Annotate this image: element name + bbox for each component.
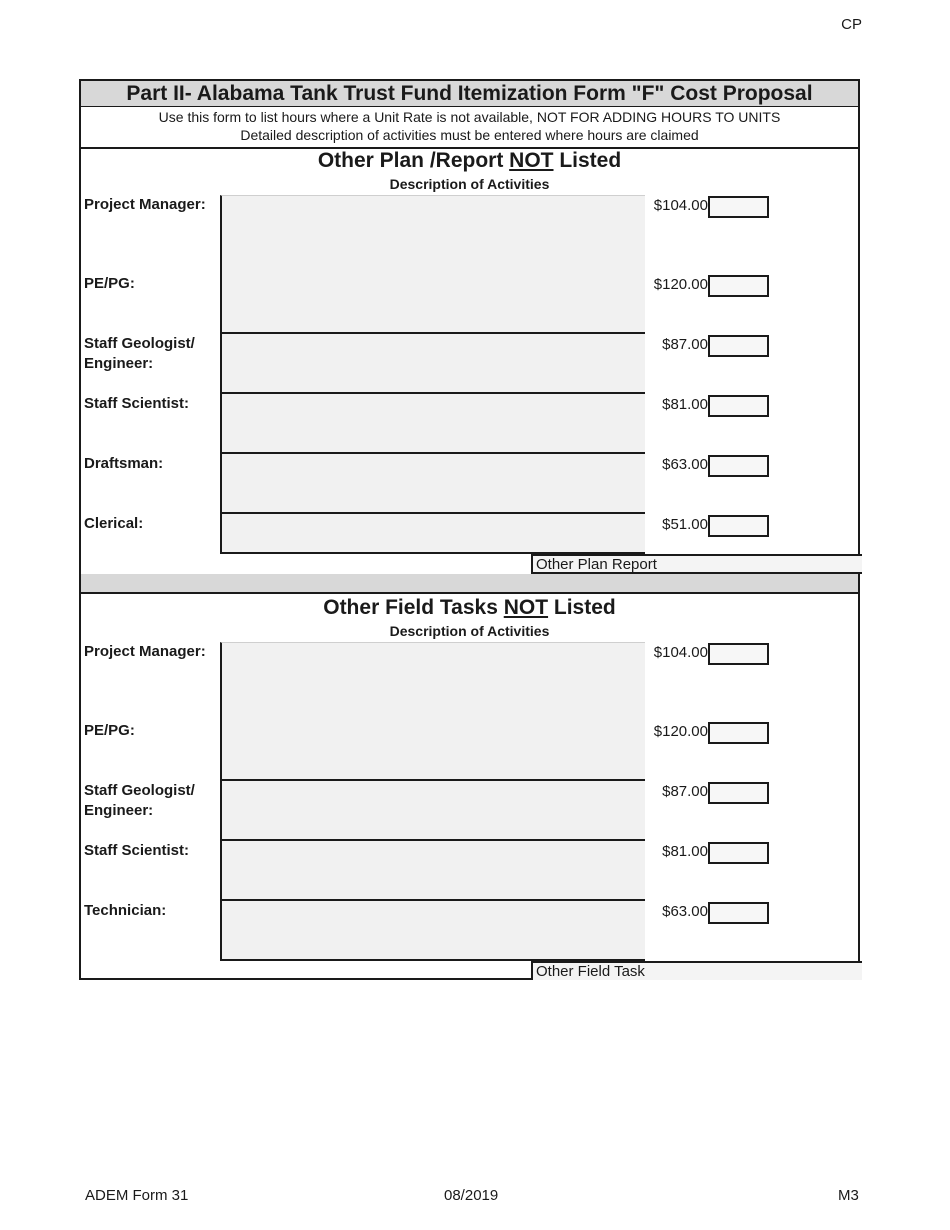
plan-hours-input[interactable] (708, 455, 769, 477)
field-description-field[interactable] (220, 781, 645, 841)
plan-description-field[interactable] (220, 454, 645, 514)
plan-role-label: Project Manager: (84, 196, 206, 213)
field-rate: $81.00 (662, 843, 708, 860)
field-section-title: Other Field Tasks NOT Listed (323, 596, 616, 619)
plan-description-field[interactable] (220, 195, 645, 276)
cost-proposal-form (79, 79, 860, 980)
field-hours-input[interactable] (708, 842, 769, 864)
form-title: Part II- Alabama Tank Trust Fund Itemization Form "F" Cost Proposal (81, 81, 858, 107)
plan-description-field[interactable] (220, 334, 645, 394)
section-divider (81, 574, 858, 594)
field-title-not: NOT (503, 596, 549, 619)
field-role-label: Technician: (84, 902, 167, 919)
plan-rate: $120.00 (653, 276, 708, 293)
field-section-subtitle: Description of Activities (389, 623, 550, 639)
plan-role-label: Draftsman: (84, 455, 164, 472)
footer-code: M3 (838, 1187, 859, 1204)
field-rate: $87.00 (662, 783, 708, 800)
plan-section-title: Other Plan /Report NOT Listed (317, 149, 622, 172)
plan-title-not: NOT (509, 149, 554, 172)
plan-total-field[interactable]: Other Plan Report (531, 554, 862, 574)
field-role-label: Staff Geologist/ Engineer: (84, 782, 195, 819)
plan-hours-input[interactable] (708, 275, 769, 297)
plan-role-label: Clerical: (84, 515, 144, 532)
plan-role-label: Staff Geologist/ Engineer: (84, 335, 195, 372)
field-role-label: Project Manager: (84, 643, 206, 660)
field-rate: $104.00 (653, 644, 708, 661)
plan-description-field[interactable] (220, 274, 645, 334)
plan-hours-input[interactable] (708, 395, 769, 417)
field-hours-input[interactable] (708, 782, 769, 804)
field-rate: $63.00 (662, 903, 708, 920)
plan-description-field[interactable] (220, 394, 645, 454)
plan-role-label: Staff Scientist: (84, 395, 190, 412)
field-role-label: Staff Scientist: (84, 842, 190, 859)
field-hours-input[interactable] (708, 643, 769, 665)
plan-rate: $51.00 (662, 516, 708, 533)
plan-description-field[interactable] (220, 514, 645, 554)
field-rate: $120.00 (653, 723, 708, 740)
form-instructions (81, 107, 858, 149)
field-hours-input[interactable] (708, 902, 769, 924)
footer-date: 08/2019 (444, 1187, 499, 1204)
plan-rate: $81.00 (662, 396, 708, 413)
field-description-field[interactable] (220, 841, 645, 901)
field-hours-input[interactable] (708, 722, 769, 744)
instruction-line-2: Detailed description of activities must be entered where hours are claimed (240, 127, 699, 143)
field-description-field[interactable] (220, 901, 645, 961)
plan-hours-input[interactable] (708, 335, 769, 357)
plan-role-label: PE/PG: (84, 275, 135, 292)
instruction-line-1: Use this form to list hours where a Unit Rate is not available, NOT FOR ADDING HOURS TO UNITS (158, 109, 781, 125)
plan-rate: $87.00 (662, 336, 708, 353)
plan-rate: $104.00 (653, 197, 708, 214)
field-description-field[interactable] (220, 721, 645, 781)
plan-hours-input[interactable] (708, 196, 769, 218)
field-total-field[interactable]: Other Field Task (531, 961, 862, 980)
field-description-field[interactable] (220, 642, 645, 723)
plan-rate: $63.00 (662, 456, 708, 473)
plan-section-subtitle: Description of Activities (389, 176, 550, 192)
footer-form-name: ADEM Form 31 (85, 1187, 189, 1204)
plan-hours-input[interactable] (708, 515, 769, 537)
field-role-label: PE/PG: (84, 722, 135, 739)
corner-code: CP (841, 16, 862, 33)
